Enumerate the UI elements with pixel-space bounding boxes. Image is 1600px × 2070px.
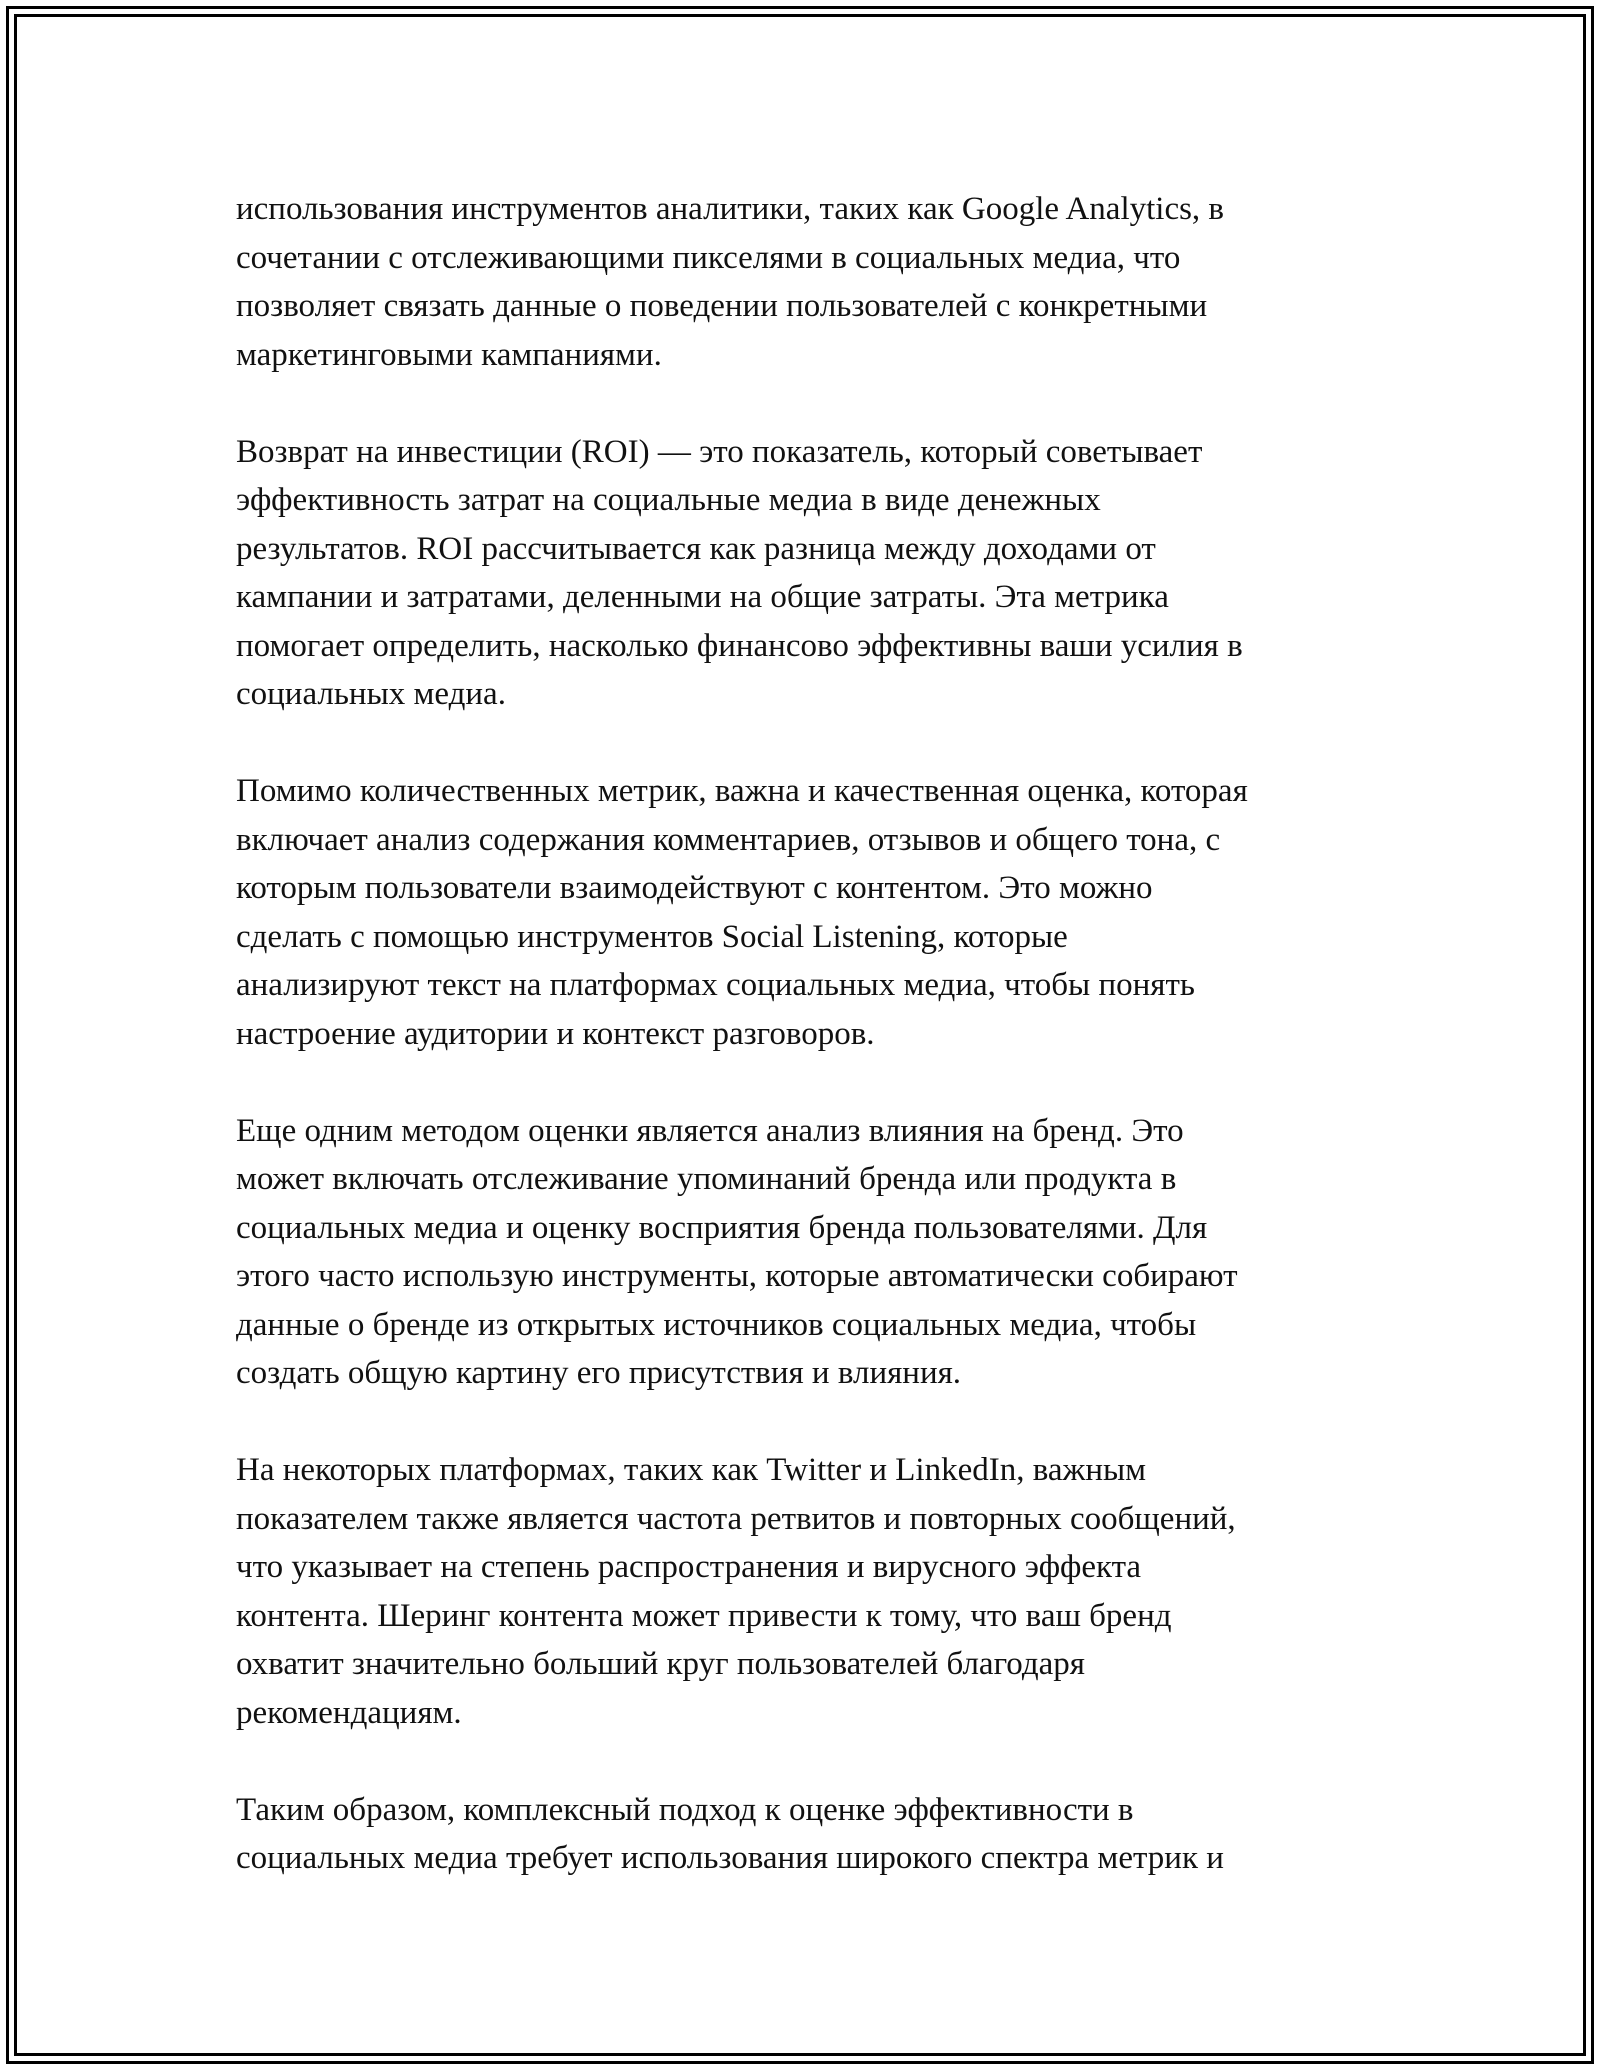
text-line: этого часто использую инструменты, которые автоматически собирают	[236, 1258, 1238, 1294]
paragraph-3	[236, 767, 1376, 1058]
paragraph-1	[236, 185, 1376, 379]
text-line: настроение аудитории и контекст разговоров.	[236, 1015, 875, 1052]
text-line: помогает определить, насколько финансово эффективны ваши усилия в	[236, 627, 1243, 664]
paragraph-5	[236, 1446, 1376, 1737]
text-line: контента. Шеринг контента может привести к тому, что ваш бренд	[236, 1597, 1172, 1634]
text-line: социальных медиа.	[236, 676, 506, 712]
text-line: Еще одним методом оценки является анализ влияния на бренд. Это	[236, 1112, 1184, 1149]
paragraph-2	[236, 428, 1376, 719]
document-body	[236, 185, 1376, 1931]
text-line: что указывает на степень распространения и вирусного эффекта	[236, 1549, 1142, 1585]
text-line: которым пользователи взаимодействуют с контентом. Это можно	[236, 870, 1153, 906]
text-line: включает анализ содержания комментариев, отзывов и общего тона, с	[236, 821, 1221, 858]
text-line: Помимо количественных метрик, важна и качественная оценка, которая	[236, 773, 1248, 809]
paragraph-6	[236, 1786, 1376, 1883]
text-line: охватит значительно больший круг пользователей благодаря	[236, 1646, 1085, 1682]
text-line: На некоторых платформах, таких как Twitter и LinkedIn, важным	[236, 1452, 1147, 1488]
text-line: может включать отслеживание упоминаний бренда или продукта в	[236, 1161, 1177, 1197]
text-line: рекомендациям.	[236, 1694, 462, 1731]
text-line: позволяет связать данные о поведении пользователей с конкретными	[236, 288, 1208, 324]
text-line: социальных медиа и оценку восприятия бренда пользователями. Для	[236, 1209, 1208, 1246]
text-line: социальных медиа требует использования широкого спектра метрик и	[236, 1840, 1224, 1876]
text-line: эффективность затрат на социальные медиа в виде денежных	[236, 482, 1101, 518]
text-line: результатов. ROI рассчитывается как разница между доходами от	[236, 530, 1156, 567]
text-line: использования инструментов аналитики, таких как Google Analytics, в	[236, 191, 1225, 227]
text-line: показателем также является частота ретвитов и повторных сообщений,	[236, 1500, 1236, 1537]
text-line: данные о бренде из открытых источников социальных медиа, чтобы	[236, 1306, 1197, 1343]
text-line: создать общую картину его присутствия и влияния.	[236, 1355, 962, 1391]
text-line: сделать с помощью инструментов Social Listening, которые	[236, 918, 1068, 955]
text-line: маркетинговыми кампаниями.	[236, 336, 662, 373]
text-line: сочетании с отслеживающими пикселями в социальных медиа, что	[236, 239, 1181, 276]
paragraph-4	[236, 1107, 1376, 1398]
text-line: Таким образом, комплексный подход к оценке эффективности в	[236, 1791, 1134, 1828]
text-line: кампании и затратами, деленными на общие затраты. Эта метрика	[236, 579, 1169, 615]
text-line: анализируют текст на платформах социальных медиа, чтобы понять	[236, 967, 1195, 1003]
text-line: Возврат на инвестиции (ROI) — это показатель, который советывает	[236, 433, 1203, 470]
